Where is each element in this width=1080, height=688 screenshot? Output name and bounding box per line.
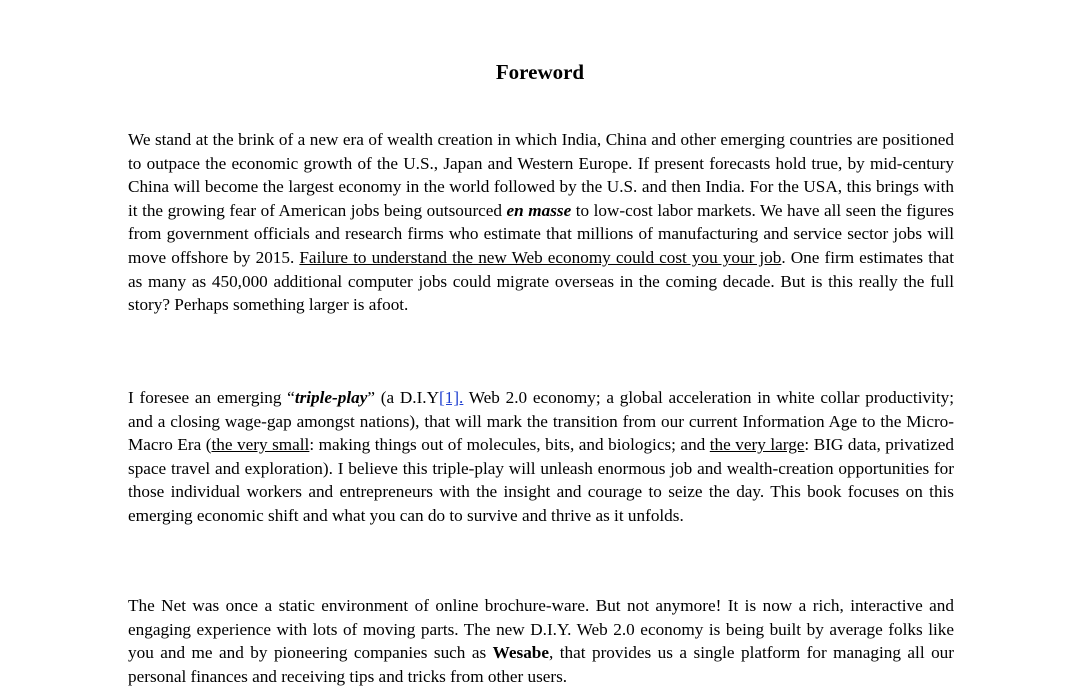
underlined-very-large: the very large xyxy=(709,435,805,455)
paragraph-triple-play-text-2: ” (a D.I.Y xyxy=(367,388,440,407)
paragraph-intro-text-3: . One firm estimates that as many as 450,000 additional computer jobs could migrate overseas in the coming decade. But is this really the full story? Perhaps something larger is afoot. xyxy=(128,247,954,315)
paragraph-net-text-1: The Net was once a static environment of online brochure-ware. But not anymore! It is now a rich, interactive and engaging experience with lots of moving parts. The new D.I.Y. Web 2.0 economy is being built by average folks like you and me and by pioneering companies such as xyxy=(128,596,954,663)
emphasis-en-masse: en masse xyxy=(506,200,572,220)
paragraph-intro-text-1: We stand at the brink of a new era of wealth creation in which India, China and other emerging countries are positioned to outpace the economic growth of the U.S., Japan and Western Europe. If present forecasts hold true, by mid-century China will become the largest economy in the world followed by the U.S. and then India. For the USA, this brings with it the growing fear of American jobs being outsourced xyxy=(128,130,954,220)
underlined-warning: Failure to understand the new Web economy could cost you your job xyxy=(299,247,782,267)
paragraph-triple-play-text-1: I foresee an emerging “ xyxy=(128,388,295,407)
company-name-wesabe: Wesabe xyxy=(492,643,549,663)
paragraph-intro-text-2: to low-cost labor markets. We have all seen the figures from government officials and research firms who estimate that millions of manufacturing and service sector jobs will move offshore by 2015. xyxy=(128,200,954,267)
paragraph-net xyxy=(128,594,954,688)
page-title: Foreword xyxy=(495,60,585,84)
paragraph-intro xyxy=(128,128,954,317)
paragraph-net-text-2: , that provides us a single platform for managing all our personal finances and receiving tips and tricks from other users. xyxy=(128,643,954,686)
footnote-link-1[interactable]: [1]. xyxy=(439,388,464,407)
paragraph-triple-play-text-4: : making things out of molecules, bits, and biologics; and xyxy=(309,435,710,455)
paragraph-triple-play-text-5: : BIG data, privatized space travel and exploration). I believe this triple-play will unleash enormous job and wealth-creation opportunities for those individual workers and entrepreneurs with the insight and courage to seize the day. This book focuses on this emerging economic shift and what you can do to survive and thrive as it unfolds. xyxy=(128,435,955,525)
underlined-very-small: the very small xyxy=(211,435,310,455)
emphasis-triple-play: triple-play xyxy=(294,388,368,407)
paragraph-triple-play xyxy=(128,386,954,528)
paragraph-triple-play-text-3: Web 2.0 economy; a global acceleration in white collar productivity; and a closing wage-gap amongst nations), that will mark the transition from our current Information Age to the Micro-Macro Era ( xyxy=(128,388,954,455)
